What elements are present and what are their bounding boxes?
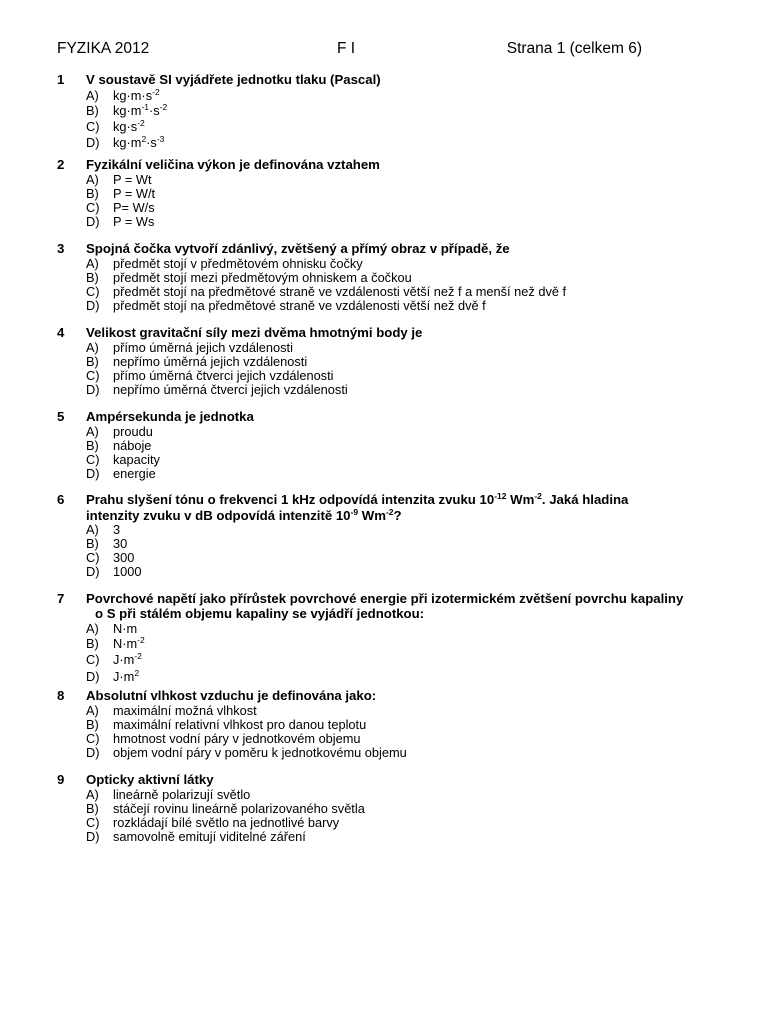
answer-options [86,341,697,398]
option-b: B) $N\cdot m^{-2}$ [86,635,145,651]
option-d: D) nepřímo úměrná čtverci jejich vzdálenosti [86,382,348,398]
answer-options [86,523,697,580]
question-text: Spojná čočka vytvoří zdánlivý, zvětšený a přímý obraz v případě, že [86,241,510,256]
question-number: 2 [57,157,65,172]
option-c: C) P= W/s [86,199,155,215]
answer-options [86,704,697,761]
question-number: 5 [57,409,65,424]
question-5 [57,410,697,481]
question-7 [57,592,697,686]
option-c: C) rozkládají bílé světlo na jednotlivé barvy [86,814,340,830]
option-a: A) $kg\cdot m\cdot s^{-2}$ [86,86,160,103]
question-text: Ampérsekunda je jednotka [86,409,254,424]
question-number: 4 [57,325,65,340]
answer-options [86,173,697,230]
question-text: Prahu slyšení tónu o frekvenci 1 kHz odpovídá intenzita zvuku $10^{-12}$ $Wm^{-2}$. Jaká hladina [86,491,629,507]
option-d: D) objem vodní páry v poměru k jednotkovému objemu [86,745,407,761]
option-b: B) stáčejí rovinu lineárně polarizovaného světla [86,800,365,816]
option-a: A) přímo úměrná jejich vzdálenosti [86,339,293,355]
question-text: Opticky aktivní látky [86,772,214,787]
option-b: B) $kg\cdot m^{-1}\cdot s^{-2}$ [86,102,168,118]
question-3 [57,242,697,313]
option-d: D) samovolně emitují viditelné záření [86,829,306,845]
question-number: 9 [57,772,65,787]
option-a: A) předmět stojí v předmětovém ohnisku čočky [86,255,363,271]
option-c: C) hmotnost vodní páry v jednotkovém objemu [86,730,361,746]
exam-variant: F I [337,40,356,57]
option-d: D) předmět stojí na předmětové straně ve vzdálenosti větší než dvě f [86,298,486,314]
question-6 [57,492,697,579]
answer-options [86,425,697,482]
question-text: V soustavě SI vyjádřete jednotku tlaku (Pascal) [86,72,381,87]
option-b: B) P = W/t [86,185,156,201]
option-c: C) 300 [86,549,135,565]
option-b: B) předmět stojí mezi předmětovým ohniskem a čočkou [86,269,412,285]
exam-title: FYZIKA 2012 [57,40,150,57]
option-c: C) $kg\cdot s^{-2}$ [86,117,145,134]
option-d: D) 1000 [86,564,142,580]
question-1 [57,73,697,151]
question-8 [57,689,697,760]
question-9 [57,773,697,844]
question-text: Fyzikální veličina výkon je definována vztahem [86,157,380,172]
option-d: D) $kg\cdot m^2\cdot s^{-3}$ [86,134,165,150]
option-a: A) N·m [86,621,138,636]
option-a: A) maximální možná vlhkost [86,702,257,718]
option-d: D) $J\cdot m^2$ [86,668,140,684]
question-text: Absolutní vlhkost vzduchu je definována jako: [86,688,377,703]
page-header [57,40,642,60]
option-c: C) $J\cdot m^{-2}$ [86,651,142,667]
option-a: A) P = Wt [86,171,152,187]
option-a: A) 3 [86,521,121,537]
option-d: D) P = Ws [86,214,155,230]
question-2 [57,158,697,229]
answer-options [86,257,697,314]
question-number: 8 [57,688,65,703]
question-text: Povrchové napětí jako přírůstek povrchové energie při izotermickém zvětšení povrchu kapaliny [86,591,684,606]
question-number: 1 [57,72,65,87]
option-c: C) předmět stojí na předmětové straně ve vzdálenosti větší než f a menší než dvě f [86,283,567,299]
question-number: 6 [57,492,65,507]
page-number: Strana 1 (celkem 6) [506,40,642,57]
option-c: C) kapacity [86,451,160,467]
option-b: B) 30 [86,535,128,551]
question-number: 3 [57,241,65,256]
answer-options [86,788,697,845]
option-a: A) lineárně polarizují světlo [86,786,251,802]
answer-options [86,88,697,152]
option-b: B) maximální relativní vlhkost pro danou teplotu [86,716,367,732]
option-a: A) proudu [86,423,153,439]
option-b: B) nepřímo úměrná jejich vzdálenosti [86,353,308,369]
question-text-continued: o S při stálém objemu kapaliny se vyjádří jednotkou: [95,605,425,621]
question-text: Velikost gravitační síly mezi dvěma hmotnými body je [86,325,423,340]
question-number: 7 [57,591,65,606]
option-c: C) přímo úměrná čtverci jejich vzdálenosti [86,367,334,383]
option-b: B) náboje [86,437,152,453]
question-text-continued: intenzity zvuku v dB odpovídá intenzitě $10^{-9}$ $Wm^{-2}$? [86,506,402,523]
question-4 [57,326,697,397]
option-d: D) energie [86,466,156,482]
answer-options [86,621,697,686]
